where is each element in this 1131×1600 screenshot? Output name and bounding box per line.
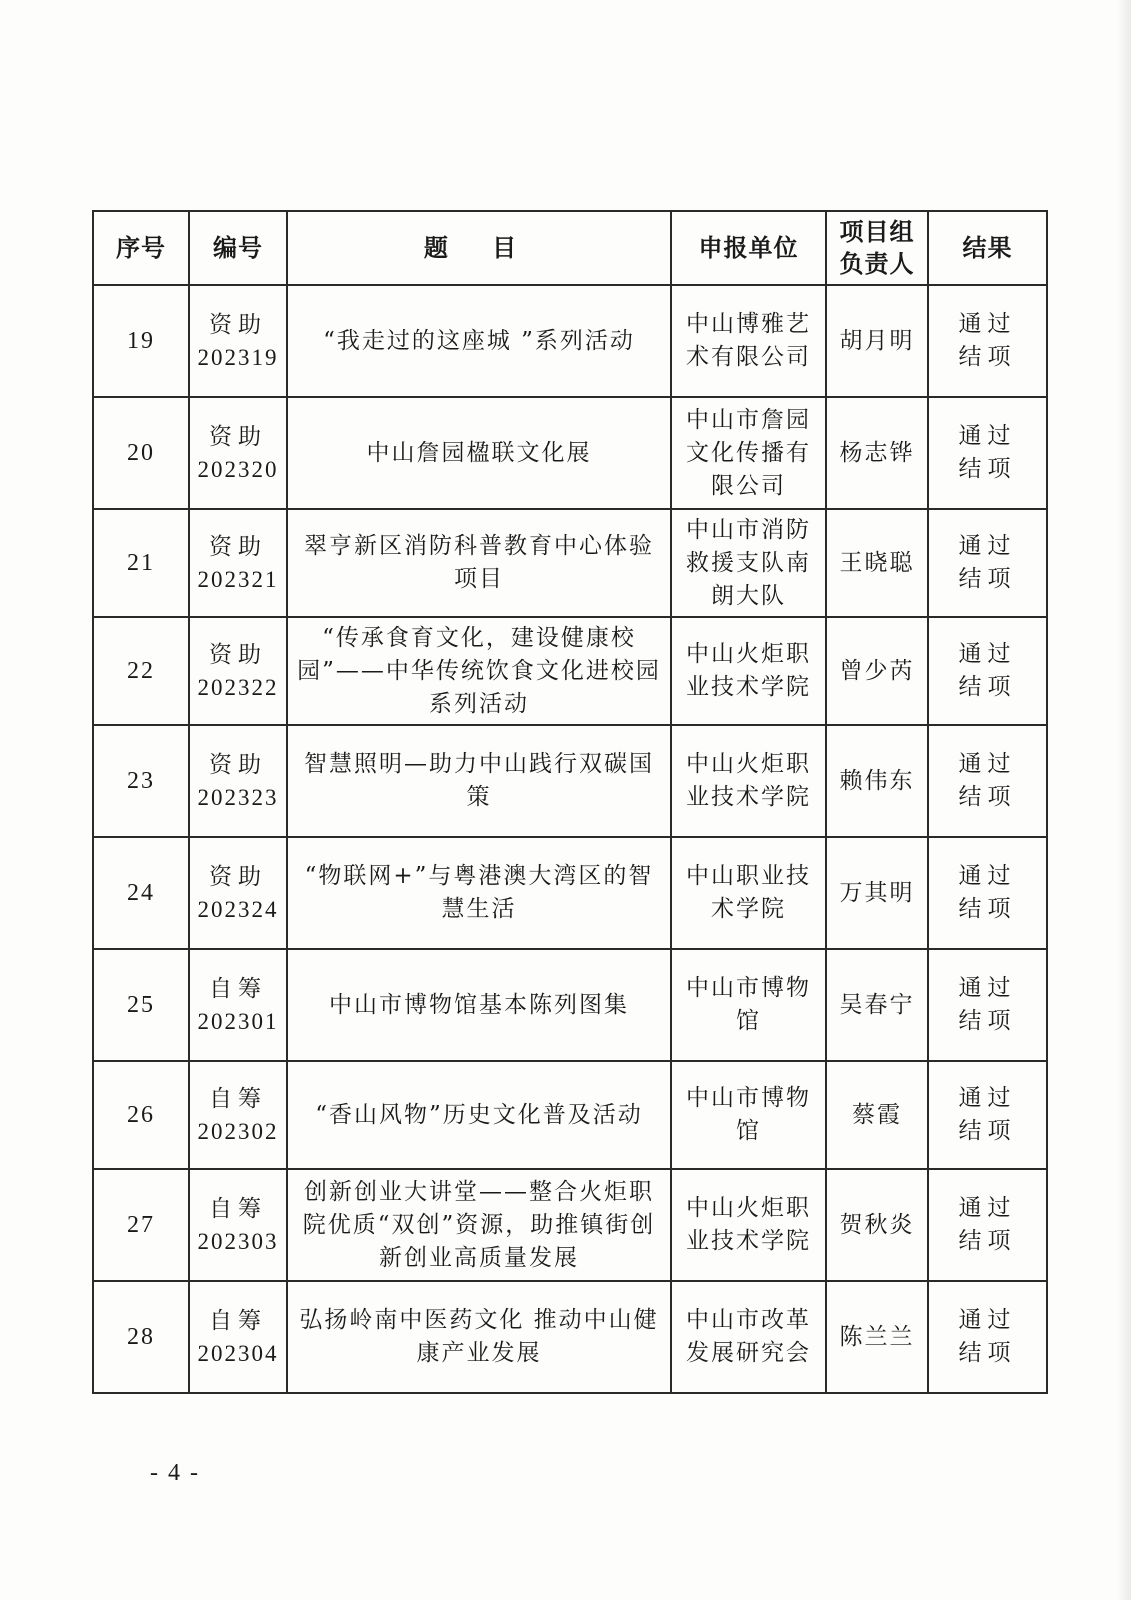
cell-seq: [93, 617, 189, 725]
table-header-row: [93, 211, 1047, 285]
cell-result: [928, 949, 1047, 1061]
page-number: - 4 -: [150, 1460, 200, 1486]
header-seq: 序号: [93, 211, 189, 285]
table-row: [93, 397, 1047, 509]
cell-title: 翠亨新区消防科普教育中心体验项目: [287, 509, 671, 617]
cell-code: [189, 1281, 287, 1393]
result-line2: 结项: [958, 566, 1017, 592]
cell-result: [928, 1281, 1047, 1393]
code-kind: 资助: [209, 864, 267, 889]
result-line1: 通过: [958, 1307, 1017, 1333]
cell-leader: 胡月明: [826, 285, 928, 397]
result-line1: 通过: [958, 863, 1017, 889]
cell-title: 中山詹园楹联文化展: [287, 397, 671, 509]
cell-code: [189, 1169, 287, 1281]
code-kind: 资助: [209, 312, 267, 337]
page-edge-shadow: [1117, 0, 1131, 1600]
header-leader-line2: 负责人: [839, 250, 915, 278]
code-number: 202321: [197, 567, 279, 592]
cell-code: [189, 617, 287, 725]
cell-leader: 蔡霞: [826, 1061, 928, 1169]
code-number: 202323: [197, 785, 279, 810]
code-kind: 自筹: [209, 1196, 267, 1221]
cell-leader: 万其明: [826, 837, 928, 949]
result-line2: 结项: [958, 1008, 1017, 1034]
cell-leader: 贺秋炎: [826, 1169, 928, 1281]
code-kind: 自筹: [209, 1086, 267, 1111]
result-line1: 通过: [958, 641, 1017, 667]
header-leader-line1: 项目组: [839, 218, 915, 246]
cell-code: [189, 837, 287, 949]
code-number: 202303: [197, 1229, 279, 1254]
cell-result: [928, 725, 1047, 837]
cell-title: “我走过的这座城 ”系列活动: [287, 285, 671, 397]
table-row: [93, 725, 1047, 837]
header-result: 结果: [928, 211, 1047, 285]
header-title: 题 目: [287, 211, 671, 285]
table-row: [93, 617, 1047, 725]
result-line1: 通过: [958, 533, 1017, 559]
code-kind: 自筹: [209, 1308, 267, 1333]
cell-seq: [93, 725, 189, 837]
code-number: 202324: [197, 897, 279, 922]
cell-unit: 中山博雅艺术有限公司: [671, 285, 826, 397]
table-row: [93, 837, 1047, 949]
seq-number: 26: [127, 1102, 155, 1128]
result-line2: 结项: [958, 784, 1017, 810]
result-line1: 通过: [958, 1085, 1017, 1111]
cell-title: “传承食育文化，建设健康校园”——中华传统饮食文化进校园系列活动: [287, 617, 671, 725]
cell-unit: 中山火炬职业技术学院: [671, 725, 826, 837]
cell-unit: 中山市博物馆: [671, 949, 826, 1061]
cell-seq: [93, 509, 189, 617]
cell-seq: [93, 285, 189, 397]
cell-unit: 中山职业技术学院: [671, 837, 826, 949]
table-row: [93, 949, 1047, 1061]
result-line1: 通过: [958, 423, 1017, 449]
seq-number: 25: [127, 992, 155, 1018]
cell-leader: 赖伟东: [826, 725, 928, 837]
seq-number: 20: [127, 440, 155, 466]
cell-unit: 中山火炬职业技术学院: [671, 617, 826, 725]
code-number: 202319: [197, 345, 279, 370]
cell-seq: [93, 1061, 189, 1169]
cell-leader: 陈兰兰: [826, 1281, 928, 1393]
cell-code: [189, 725, 287, 837]
cell-title: “物联网+”与粤港澳大湾区的智慧生活: [287, 837, 671, 949]
cell-code: [189, 285, 287, 397]
cell-seq: [93, 397, 189, 509]
cell-title: “香山风物”历史文化普及活动: [287, 1061, 671, 1169]
seq-number: 22: [127, 658, 155, 684]
cell-result: [928, 1169, 1047, 1281]
project-results-table: [92, 210, 1048, 1394]
cell-result: [928, 837, 1047, 949]
cell-result: [928, 1061, 1047, 1169]
cell-unit: 中山火炬职业技术学院: [671, 1169, 826, 1281]
table-row: [93, 1281, 1047, 1393]
table-row: [93, 1169, 1047, 1281]
cell-seq: [93, 1281, 189, 1393]
cell-title: 弘扬岭南中医药文化 推动中山健康产业发展: [287, 1281, 671, 1393]
table-row: [93, 1061, 1047, 1169]
cell-title: 智慧照明—助力中山践行双碳国策: [287, 725, 671, 837]
table-row: [93, 285, 1047, 397]
result-line1: 通过: [958, 1195, 1017, 1221]
seq-number: 28: [127, 1324, 155, 1350]
result-line1: 通过: [958, 975, 1017, 1001]
cell-result: [928, 617, 1047, 725]
cell-seq: [93, 1169, 189, 1281]
seq-number: 19: [127, 328, 155, 354]
cell-leader: 杨志铧: [826, 397, 928, 509]
result-line2: 结项: [958, 344, 1017, 370]
result-line2: 结项: [958, 1118, 1017, 1144]
table-row: [93, 509, 1047, 617]
code-kind: 资助: [209, 752, 267, 777]
code-kind: 自筹: [209, 976, 267, 1001]
result-line1: 通过: [958, 311, 1017, 337]
cell-code: [189, 509, 287, 617]
cell-code: [189, 397, 287, 509]
code-kind: 资助: [209, 642, 267, 667]
code-kind: 资助: [209, 424, 267, 449]
cell-leader: 吴春宁: [826, 949, 928, 1061]
cell-result: [928, 509, 1047, 617]
result-line2: 结项: [958, 896, 1017, 922]
code-number: 202302: [197, 1119, 279, 1144]
seq-number: 21: [127, 550, 155, 576]
cell-leader: 王晓聪: [826, 509, 928, 617]
cell-code: [189, 1061, 287, 1169]
cell-seq: [93, 949, 189, 1061]
cell-leader: 曾少芮: [826, 617, 928, 725]
result-line2: 结项: [958, 1340, 1017, 1366]
seq-number: 27: [127, 1212, 155, 1238]
cell-unit: 中山市改革发展研究会: [671, 1281, 826, 1393]
seq-number: 24: [127, 880, 155, 906]
header-unit: 申报单位: [671, 211, 826, 285]
code-number: 202304: [197, 1341, 279, 1366]
header-leader: [826, 211, 928, 285]
result-line2: 结项: [958, 456, 1017, 482]
cell-code: [189, 949, 287, 1061]
header-code: 编号: [189, 211, 287, 285]
code-number: 202322: [197, 675, 279, 700]
seq-number: 23: [127, 768, 155, 794]
cell-title: 创新创业大讲堂——整合火炬职院优质“双创”资源，助推镇街创新创业高质量发展: [287, 1169, 671, 1281]
cell-result: [928, 285, 1047, 397]
cell-unit: 中山市博物馆: [671, 1061, 826, 1169]
result-line2: 结项: [958, 1228, 1017, 1254]
cell-title: 中山市博物馆基本陈列图集: [287, 949, 671, 1061]
result-line2: 结项: [958, 674, 1017, 700]
cell-unit: 中山市消防救援支队南朗大队: [671, 509, 826, 617]
code-number: 202320: [197, 457, 279, 482]
code-number: 202301: [197, 1009, 279, 1034]
code-kind: 资助: [209, 534, 267, 559]
cell-result: [928, 397, 1047, 509]
cell-unit: 中山市詹园文化传播有限公司: [671, 397, 826, 509]
result-line1: 通过: [958, 751, 1017, 777]
cell-seq: [93, 837, 189, 949]
